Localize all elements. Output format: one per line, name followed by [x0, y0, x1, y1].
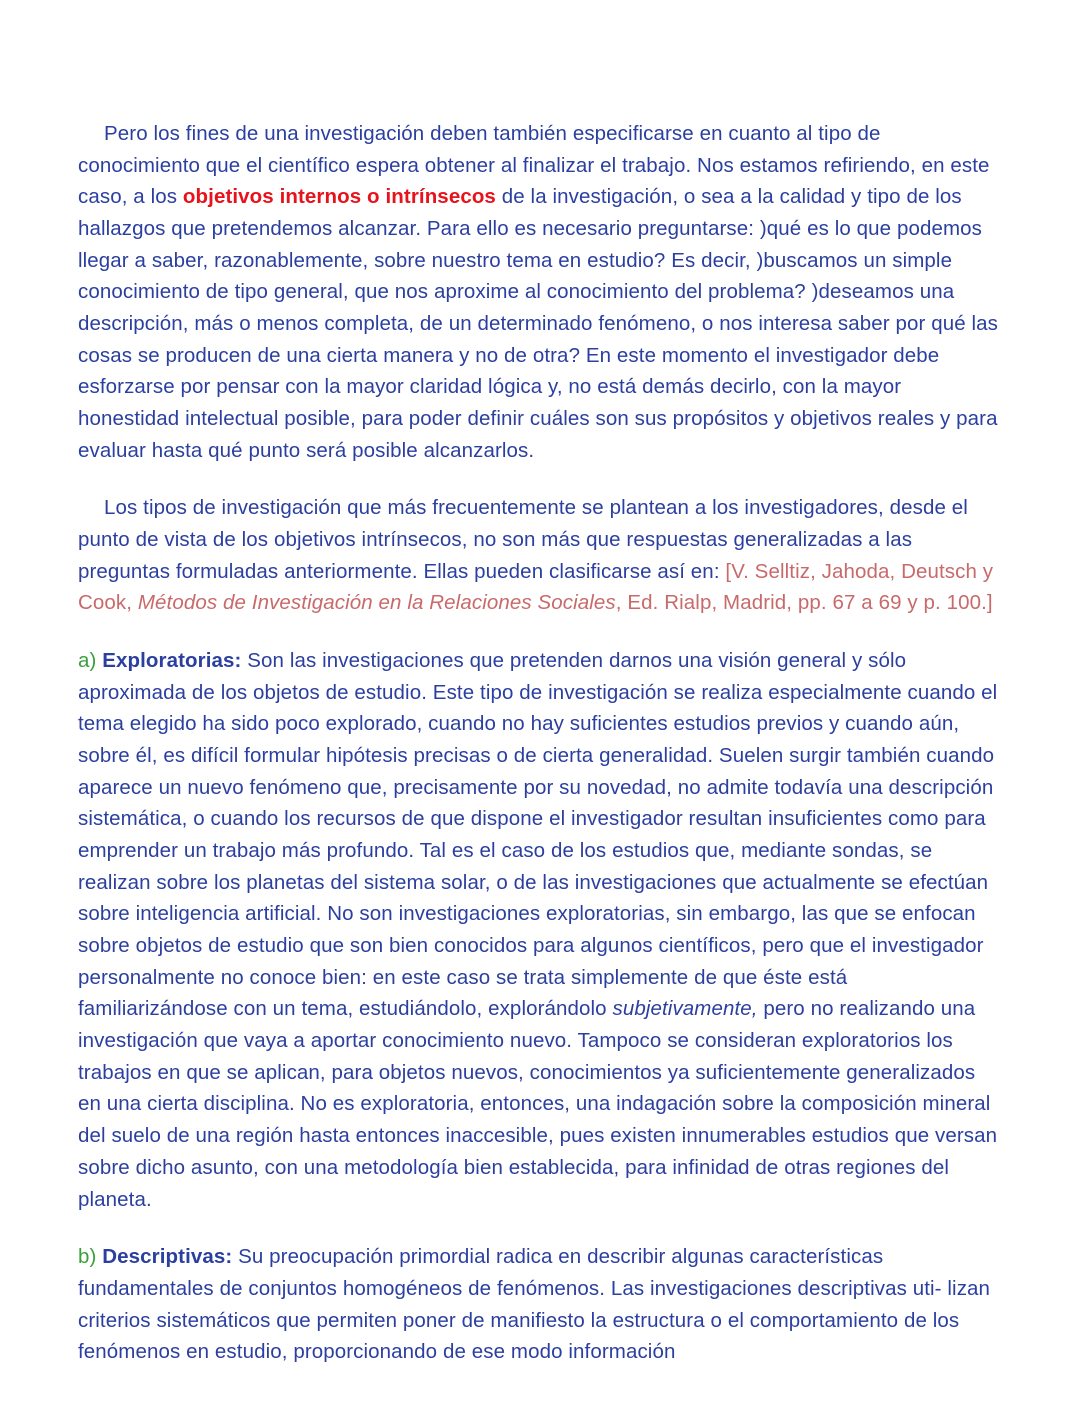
italic-run: subjetivamente,	[612, 997, 758, 1021]
text-run: Son las investigaciones que pretenden darnos una visión general y sólo aproximada de los objetos de estudio. Este tipo de investigación se realiza especialmente cuando el tema elegido ha sido poco explorado, cuando no hay suficientes estudios previos y cuando aún, sobre él, es difícil formular hipótesis precisas o de cierta generalidad. Suelen surgir también cuando aparece un nuevo fenómeno que, precisamente por su novedad, no admite todavía una descripción sistemática, o cuando los recursos de que dispone el investigador resultan insuficientes como para emprender un trabajo más profundo. Tal es el caso de los estudios que, mediante sondas, se realizan sobre los planetas del sistema solar, o de las investigaciones que actualmente se efectúan sobre inteligencia artificial. No son investigaciones exploratorias, sin embargo, las que se enfocan sobre objetos de estudio que son bien conocidos para algunos científicos, pero que el investigador personalmente no conoce bien: en este caso se trata simplemente de que éste está familiarizándose con un tema, estudiándolo, explorándolo	[78, 649, 998, 1021]
text-run: pero no realizando una investigación que vaya a aportar conocimiento nuevo. Tampoco se consideran exploratorios los trabajos en que se aplican, para objetos nuevos, conocimientos ya suficientemente generalizados en una cierta disciplina. No es exploratoria, entonces, una indagación sobre la composición mineral del suelo de una región hasta entonces inaccesible, pues existen innumerables estudios que versan sobre dicho asunto, con una metodología bien establecida, para infinidad de otras regiones del planeta.	[78, 997, 998, 1211]
citation-run: , Ed. Rialp, Madrid, pp. 67 a 69 y p. 100.]	[615, 591, 993, 615]
paragraph	[78, 118, 1002, 466]
citation-title-run: Métodos de Investigación en la Relaciones Sociales	[137, 591, 616, 615]
citation-run: [V. Selltiz, Jahoda, Deutsch y Cook,	[78, 559, 994, 615]
term-run: Exploratorias:	[102, 649, 242, 673]
paragraph	[78, 1241, 1002, 1368]
paragraph	[78, 492, 1002, 619]
list-marker: a)	[78, 649, 97, 673]
paragraph	[78, 645, 1002, 1215]
text-run: de la investigación, o sea a la calidad y tipo de los hallazgos que pretendemos alcanzar. Para ello es necesario preguntarse: )qué es lo que podemos llegar a saber, razonablemente, sobre nuestro tema en estudio? Es decir, )buscamos un simple conocimiento de tipo general, que nos aproxime al conocimiento del problema? )deseamos una descripción, más o menos completa, de un determinado fenómeno, o nos interesa saber por qué las cosas se producen de una cierta manera y no de otra? En este momento el investigador debe esforzarse por pensar con la mayor claridad lógica y, no está demás decirlo, con la mayor honestidad intelectual posible, para poder definir cuáles son sus propósitos y objetivos reales y para evaluar hasta qué punto será posible alcanzarlos.	[78, 185, 998, 462]
document-body	[78, 118, 1002, 1368]
list-marker: b)	[78, 1245, 97, 1269]
text-run: Los tipos de investigación que más frecuentemente se plantean a los investigadores, desde el punto de vista de los objetivos intrínsecos, no son más que respuestas generalizadas a las preguntas formuladas anteriormente. Ellas pueden clasificarse así en:	[78, 496, 968, 583]
term-run: Descriptivas:	[102, 1245, 233, 1269]
emphasis-red-run: objetivos internos o intrínsecos	[182, 185, 496, 209]
text-run: Pero los fines de una investigación deben también especificarse en cuanto al tipo de conocimiento que el científico espera obtener al finalizar el trabajo. Nos estamos refiriendo, en este caso, a los	[78, 122, 990, 209]
text-run: Su preocupación primordial radica en describir algunas características fundamentales de conjuntos homogéneos de fenómenos. Las investigaciones descriptivas uti- lizan criterios sistemáticos que permiten poner de manifiesto la estructura o el comportamiento de los fenómenos en estudio, proporcionando de ese modo información	[78, 1245, 991, 1364]
